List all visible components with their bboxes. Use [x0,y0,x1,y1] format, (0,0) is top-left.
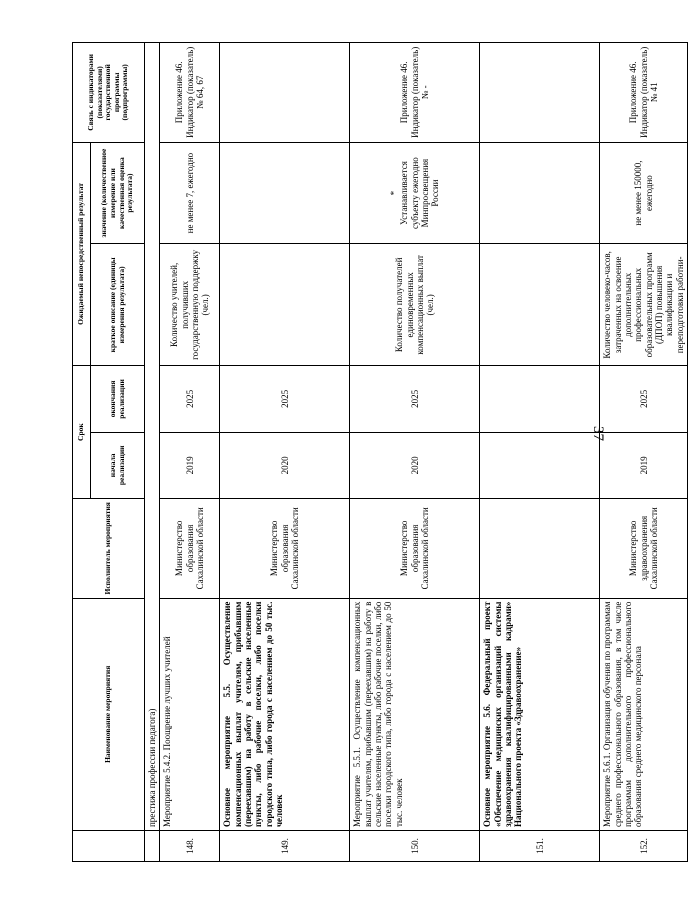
row-link [220,43,350,143]
table-row [480,43,600,862]
row-executor [480,499,600,599]
row-executor: Министерство образования Сахалинской области [220,499,350,599]
row-num: 149. [220,831,350,862]
row-link: Приложение 46. Индикатор (показатель) № - [350,43,480,143]
row-end: 2025 [160,366,220,432]
row-value-text: Устанавливается субъекту ежегодно Минпросвещения России [399,157,441,229]
row-link: Приложение 46. Индикатор (показатель) № 64, 67 [160,43,220,143]
table-row [600,43,688,862]
rotated-table-wrapper [72,42,685,862]
row-end: 2025 [220,366,350,432]
row-desc: Количество человеко-часов, затраченных на освоение дополнительных профессиональных образовательных программ (ДПОП) повышения квалификации и переподготовки работни- [600,244,688,366]
row-value: не менее 150000, ежегодно [600,142,688,244]
row-value [350,142,480,244]
header-end: окончания реализации [91,366,145,432]
header-result: Ожидаемый непосредственный результат [73,142,91,366]
header-executor: Исполнитель мероприятия [73,499,145,599]
page-number: 37 [590,426,606,441]
header-start: начала реализации [91,432,145,498]
table-row [160,43,220,862]
row-desc: Количество учителей, получивших государственную поддержку (чел.) [160,244,220,366]
row-desc: Количество получателей единовременных компенсационных выплат (чел.) [350,244,480,366]
row-value: не менее 7, ежегодно [160,142,220,244]
row-name: Основное мероприятие 5.5. Осуществление компенсационных выплат учителям, прибывшим (переехавшим) на работу в сельские населенные пункты, либо рабочие поселки, либо поселки городского типа, либо города с населением до 50 тыс. человек [220,598,350,830]
row-start [480,432,600,498]
row-value-star: * [388,190,399,196]
header-link: Связь с индикаторами (показателями) государственной программы (подпрограммы) [73,43,145,143]
row-num: 152. [600,831,688,862]
row-start: 2019 [600,432,688,498]
row-executor: Министерство образования Сахалинской области [160,499,220,599]
row-name: Мероприятие 5.4.2. Поощрение лучших учителей [160,598,220,830]
row-name: Основное мероприятие 5.6. Федеральный проект «Обеспечение медицинских организаций системы здравоохранения квалифицированными кадрами» Национального проекта «Здравоохранение» [480,598,600,830]
header-name: Наименование мероприятия [73,598,145,830]
row-executor: Министерство здравоохранения Сахалинской области [600,499,688,599]
carry-text: престижа профессии педагога) [145,43,160,831]
row-value [220,142,350,244]
row-num: 148. [160,831,220,862]
row-num: 150. [350,831,480,862]
row-value [480,142,600,244]
row-start: 2020 [350,432,480,498]
row-start: 2019 [160,432,220,498]
row-end: 2025 [600,366,688,432]
table-row [350,43,480,862]
row-name: Мероприятие 5.6.1. Организация обучения по программам среднего профессионального образования, в том числе программам дополнительного профессионального образования среднего медицинского персонала [600,598,688,830]
carry-num [145,831,160,862]
header-term: Срок [73,366,91,499]
row-name: Мероприятие 5.5.1. Осуществление компенсационных выплат учителям, прибывшим (переехавшим) на работу в сельские населенные пункты, либо рабочие поселки, либо поселки городского типа, либо города с населением до 50 тыс. человек [350,598,480,830]
row-start: 2020 [220,432,350,498]
row-end [480,366,600,432]
row-desc [220,244,350,366]
table-row [220,43,350,862]
header-result-value: значение (количественное измерение или качественная оценка результата) [91,142,145,244]
header-num [73,831,145,862]
header-result-desc: краткое описание (единицы измерения результата) [91,244,145,366]
row-end: 2025 [350,366,480,432]
row-link: Приложение 46. Индикатор (показатель) № 41 [600,43,688,143]
row-executor: Министерство образования Сахалинской области [350,499,480,599]
measures-table [72,42,688,862]
row-desc [480,244,600,366]
row-link [480,43,600,143]
row-num: 151. [480,831,600,862]
